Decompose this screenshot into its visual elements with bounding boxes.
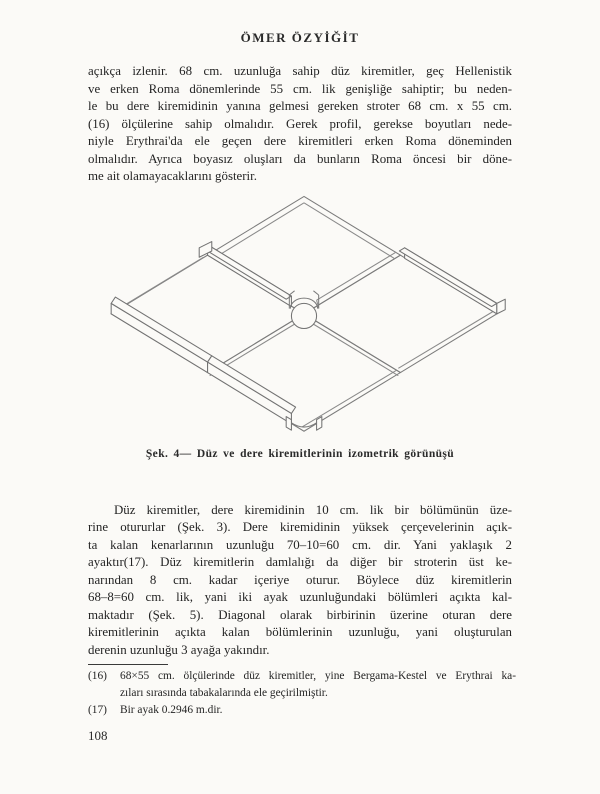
footnote-17-label: (17) (88, 704, 107, 716)
footnote-16-label: (16) (88, 670, 107, 682)
figure-4 (94, 186, 600, 448)
paragraph-1: açıkça izlenir. 68 cm. uzunluğa sahip düz kiremitler, geç Hellenistik ve erken Roma dönemlerinde 55 cm. lik genişliğe sahiptir; bu neden- le bu dere kiremidinin yanına gelmesi gereken stroter 68 cm. x 55 cm. (16) ölçülerine sahip olmalıdır. Gerek profil, gerekse boyutları nede- niyle Erythrai'da ele geçen dere kiremitleri erken Roma döneminden olmalıdır. Ayrıca boyasız oluşları da bunların Roma öncesi bir döne- me ait olamayacaklarını gösterir. (88, 64, 512, 183)
figure-caption: Şek. 4— Düz ve dere kiremitlerinin izometrik görünüşü (145, 447, 455, 460)
footnote-17 (88, 702, 516, 719)
page-header-author: ÖMER ÖZYİĞİT (240, 30, 360, 45)
footnote-16-text: 68×55 cm. ölçülerinde düz kiremitler, yine Bergama-Kestel ve Erythrai ka- zıları sırasında tabakalarında ele geçirilmiştir. (120, 670, 516, 699)
page-number: 108 (88, 728, 108, 743)
roof-tiles-isometric-drawing (94, 186, 514, 448)
paragraph-2: Düz kiremitler, dere kiremidinin 10 cm. lik bir bölümünün üze- rine otururlar (Şek. 3). Dere kiremidinin yüksek çerçevelerinin açık- ta kalan kenarlarının uzunluğu 70–10=60 cm. dir. Yani yaklaşık 2 ayaktır(17). Düz kiremitlerin damlalığı da diğer bir stroterin üst ke- narından 8 cm. kadar içeriye oturur. Böylece düz kiremitlerin 68–8=60 cm. lik, yani iki ayak uzunluğundaki bölümleri açıkta kal- maktadır (Şek. 5). Diagonal olarak birbirinin üzerine oturan dere kiremitlerinin açıkta kalan bölümlerinin uzunluğu, yani oluşturulan derenin uzunluğu 3 ayağa yakındır. (88, 502, 512, 657)
footnote-separator-rule (88, 664, 168, 665)
footnotes-section (88, 668, 516, 719)
footnote-16 (88, 668, 516, 702)
footnote-17-text: Bir ayak 0.2946 m.dir. (120, 704, 223, 716)
